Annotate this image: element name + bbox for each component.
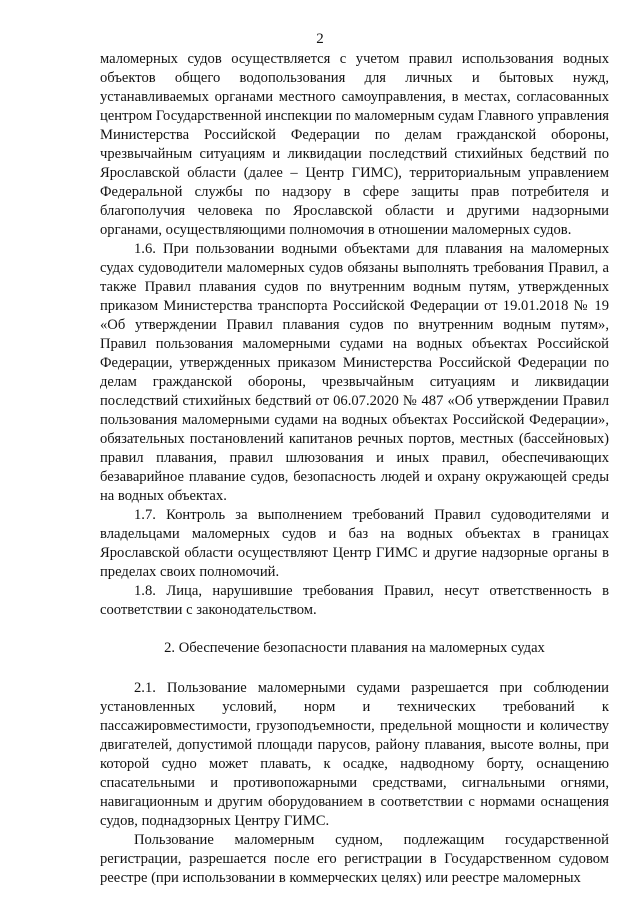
paragraph-1-6: 1.6. При пользовании водными объектами для плавания на маломерных судах судоводители маломерных судов обязаны выполнять требования Правил, а также Правил плавания судов по внутренним водным путям, утвержденных приказом Министерства транспорта Российской Федерации от 19.01.2018 № 19 «Об утверждении Правил плавания судов по внутренним водным путям», Правил пользования маломерными судами на водных объектах Российской Федерации, утвержденных приказом Министерства Российской Федерации по делам гражданской обороны, чрезвычайным ситуациям и ликвидации последствий стихийных бедствий от 06.07.2020 № 487 «Об утверждении Правил пользования маломерными судами на водных объектах Российской Федерации», обязательных постановлений капитанов речных портов, местных (бассейновых) правил плавания, правил шлюзования и иных правил, обеспечивающих безаварийное плавание судов, безопасность людей и охрану окружающей среды на водных объектах. (100, 241, 609, 504)
document-body (100, 50, 609, 888)
paragraph-registration: Пользование маломерным судном, подлежащим государственной регистрации, разрешается после его регистрации в Государственном судовом реестре (при использовании в коммерческих целях) или реестре маломерных (100, 832, 609, 886)
paragraph-continuation: маломерных судов осуществляется с учетом правил использования водных объектов общего водопользования для личных и бытовых нужд, устанавливаемых органами местного самоуправления, в местах, согласованных центром Государственной инспекции по маломерным судам Главного управления Министерства Российской Федерации по делам гражданской обороны, чрезвычайным ситуациям и ликвидации последствий стихийных бедствий по Ярославской области (далее – Центр ГИМС), территориальным управлением Федеральной службы по надзору в сфере защиты прав потребителя и благополучия человека по Ярославской области и другими надзорными органами, осуществляющими полномочия в отношении маломерных судов. (100, 51, 609, 238)
section-heading: 2. Обеспечение безопасности плавания на маломерных судах (164, 640, 545, 656)
paragraph-1-7: 1.7. Контроль за выполнением требований Правил судоводителями и владельцами маломерных судов и баз на водных объектах в границах Ярославской области осуществляют Центр ГИМС и другие надзорные органы в пределах своих полномочий. (100, 507, 609, 580)
paragraph-1-8: 1.8. Лица, нарушившие требования Правил, несут ответственность в соответствии с законодательством. (100, 583, 609, 618)
paragraph-2-1: 2.1. Пользование маломерными судами разрешается при соблюдении установленных условий, норм и технических требований к пассажировместимости, грузоподъемности, предельной мощности и количеству двигателей, допустимой площади парусов, району плавания, высоте волны, при которой судно может плавать, к осадке, надводному борту, оснащению спасательными и противопожарными средствами, сигнальными огнями, навигационным и другим оборудованием в соответствии с нормами оснащения судов, поднадзорных Центру ГИМС. (100, 680, 609, 829)
page-number: 2 (316, 31, 324, 47)
